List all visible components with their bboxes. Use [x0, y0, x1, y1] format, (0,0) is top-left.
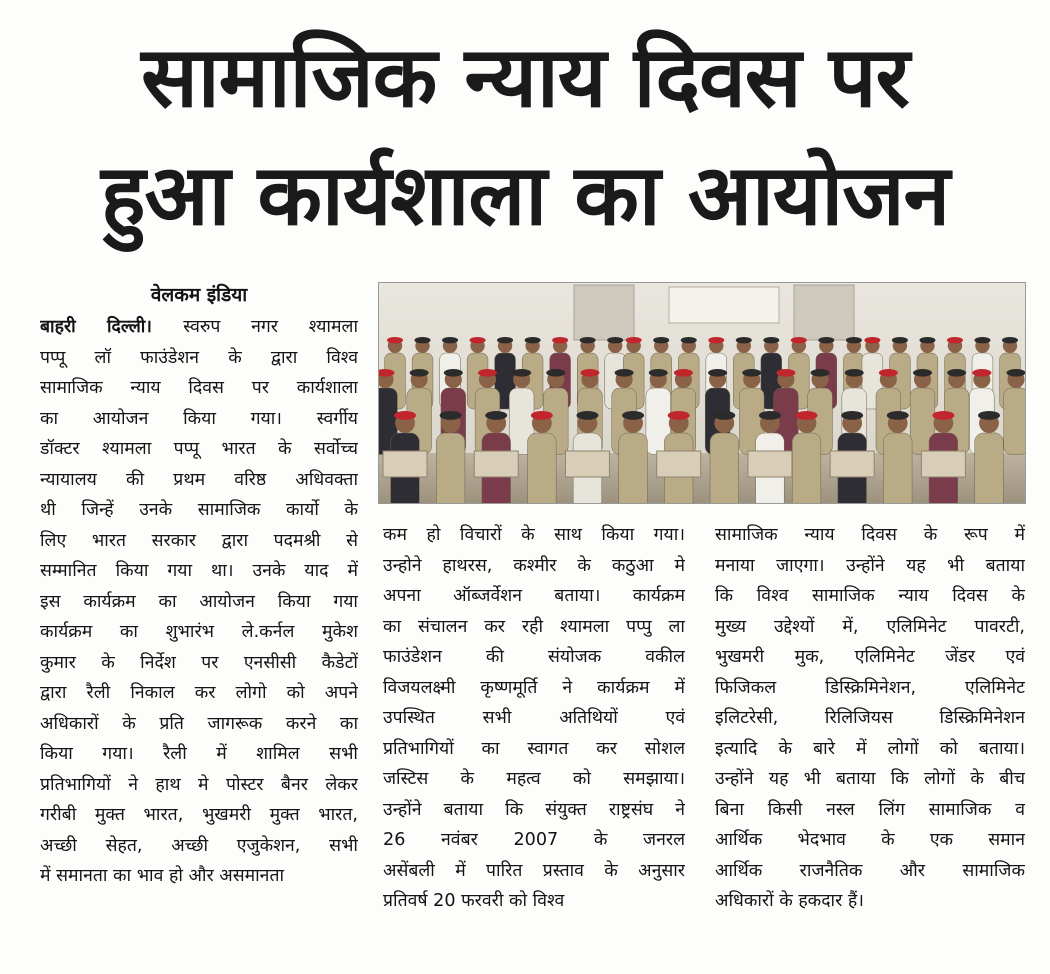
text-line — [715, 764, 1025, 795]
poster-card — [565, 451, 609, 477]
text-line-content: इत्यादि के बारे में लोगों को बताया। — [715, 738, 1025, 759]
text-line — [383, 886, 685, 917]
text-line-content: थी जिन्हें उनके सामाजिक कार्यो के — [40, 500, 358, 520]
article-column-3 — [715, 520, 1025, 917]
text-line — [715, 734, 1025, 765]
text-line — [40, 617, 358, 648]
headline-line-1: सामाजिक न्याय दिवस पर — [141, 28, 909, 126]
text-line — [40, 709, 358, 740]
text-line — [40, 373, 358, 404]
text-line — [40, 404, 358, 435]
text-line-content: आर्थिक भेदभाव के एक समान — [715, 830, 1025, 850]
text-line — [715, 642, 1025, 673]
text-line — [40, 831, 358, 862]
text-line — [40, 587, 358, 618]
text-line-content: अच्छी सेहत, अच्छी एजुकेशन, सभी — [40, 835, 358, 856]
text-line — [383, 856, 685, 887]
text-line — [40, 312, 358, 343]
text-line-content: प्रतिभागियों का स्वागत कर सोशल — [383, 738, 685, 759]
text-line-content: उपस्थित सभी अतिथियों एवं — [383, 708, 685, 728]
text-line — [715, 825, 1025, 856]
text-line — [383, 581, 685, 612]
text-line-content: अधिकारों के हकदार हैं। — [715, 891, 864, 911]
poster-card — [383, 451, 427, 477]
text-line — [40, 343, 358, 374]
text-line-content: असेंबली में पारित प्रस्ताव के अनुसार — [383, 860, 685, 881]
text-line — [40, 495, 358, 526]
text-line-content: 26 नवंबर 2007 के जनरल — [383, 830, 685, 850]
text-line — [715, 886, 1025, 917]
dateline: बाहरी दिल्ली। — [40, 317, 184, 337]
text-line — [715, 673, 1025, 704]
text-line-content: कम हो विचारों के साथ किया गया। — [383, 525, 685, 545]
text-line — [40, 556, 358, 587]
text-line — [40, 770, 358, 801]
text-line-content: फाउंडेशन की संयोजक वकील — [383, 647, 685, 667]
group-photo-illustration — [379, 283, 1025, 503]
text-line-content: विजयलक्ष्मी कृष्णमूर्ति ने कार्यक्रम में — [383, 677, 685, 698]
text-line — [383, 551, 685, 582]
text-line-content: प्रतिभागियों ने हाथ मे पोस्टर बैनर लेकर — [40, 774, 358, 795]
text-line-content: डॉक्टर श्यामला पप्पू भारत के सर्वोच्च — [40, 439, 358, 459]
text-line — [715, 703, 1025, 734]
text-line-content: आर्थिक राजनैतिक और सामाजिक — [715, 860, 1025, 881]
text-line-content: फिजिकल डिस्क्रिमिनेशन, एलिमिनेट — [715, 677, 1025, 698]
text-line-content: भुखमरी मुक, एलिमिनेट जेंडर एवं — [715, 647, 1025, 667]
text-line — [715, 581, 1025, 612]
poster-card — [748, 451, 792, 477]
article-column-1 — [40, 312, 358, 892]
text-line-content: सम्मानित किया गया था। उनके याद में — [40, 561, 358, 581]
group-photo — [378, 282, 1026, 504]
text-line-content: अपना ऑब्जर्वेशन बताया। कार्यक्रम — [383, 586, 685, 606]
text-line-content: मनाया जाएगा। उन्होंने यह भी बताया — [715, 555, 1025, 576]
poster-card — [921, 451, 965, 477]
text-line — [715, 520, 1025, 551]
text-line-content: अधिकारों के प्रति जागरूक करने का — [40, 713, 358, 734]
text-line-content: पप्पू लॉ फाउंडेशन के द्वारा विश्व — [40, 347, 358, 368]
text-line — [383, 764, 685, 795]
poster-card — [474, 451, 518, 477]
text-line-content: कुमार के निर्देश पर एनसीसी कैडेटों — [40, 652, 358, 673]
text-line — [383, 734, 685, 765]
text-line — [383, 703, 685, 734]
text-line-content: किया गया। रैली में शामिल सभी — [40, 744, 358, 764]
text-line — [40, 800, 358, 831]
text-line — [715, 551, 1025, 582]
text-line-content: स्वरुप नगर श्यामला — [183, 317, 358, 337]
text-line-content: सामाजिक न्याय दिवस पर कार्यशाला — [40, 378, 358, 398]
text-line-content: लिए भारत सरकार द्वारा पदमश्री से — [40, 530, 358, 551]
text-line — [40, 861, 358, 892]
text-line — [383, 825, 685, 856]
text-line — [40, 465, 358, 496]
text-line-content: सामाजिक न्याय दिवस के रूप में — [715, 525, 1025, 545]
text-line-content: मुख्य उद्देश्यों में, एलिमिनेट पावरटी, — [715, 616, 1025, 637]
text-line-content: प्रतिवर्ष 20 फरवरी को विश्व — [383, 891, 565, 911]
poster-card — [657, 451, 701, 477]
text-line — [40, 434, 358, 465]
text-line-content: का संचालन कर रही श्यामला पप्पु ला — [383, 616, 685, 637]
text-line-content: इस कार्यक्रम का आयोजन किया गया — [40, 591, 358, 612]
headline — [0, 18, 1050, 254]
text-line-content: बिना किसी नस्ल लिंग सामाजिक व — [715, 799, 1025, 820]
text-line-content: उन्होने हाथरस, कश्मीर के कठुआ मे — [383, 555, 685, 576]
text-line-content: न्यायालय की प्रथम वरिष्ठ अधिवक्ता — [40, 469, 358, 490]
text-line — [715, 795, 1025, 826]
text-line-content: द्वारा रैली निकाल कर लोगो को अपने — [40, 683, 358, 703]
text-line — [715, 856, 1025, 887]
text-line — [715, 612, 1025, 643]
text-line-content: उन्होंने बताया कि संयुक्त राष्ट्रसंघ ने — [383, 799, 685, 820]
text-line-content: इलिटरेसी, रिलिजियस डिस्क्रिमिनेशन — [715, 708, 1025, 728]
article-column-2 — [383, 520, 685, 917]
text-line-content: कार्यक्रम का शुभारंभ ले.कर्नल मुकेश — [40, 622, 358, 642]
text-line-content: का आयोजन किया गया। स्वर्गीय — [40, 408, 358, 429]
byline: वेलकम इंडिया — [150, 284, 248, 306]
text-line — [383, 642, 685, 673]
text-line — [40, 526, 358, 557]
text-line — [40, 678, 358, 709]
text-line — [40, 739, 358, 770]
poster-card — [830, 451, 874, 477]
text-line-content: गरीबी मुक्त भारत, भुखमरी मुक्त भारत, — [40, 805, 358, 825]
text-line-content: जस्टिस के महत्व को समझाया। — [383, 769, 685, 789]
text-line — [383, 612, 685, 643]
text-line-content: उन्होंने यह भी बताया कि लोगों के बीच — [715, 769, 1025, 789]
text-line — [383, 520, 685, 551]
text-line-content: में समानता का भाव हो और असमानता — [40, 866, 285, 886]
text-line — [40, 648, 358, 679]
text-line — [383, 673, 685, 704]
headline-line-2: हुआ कार्यशाला का आयोजन — [100, 146, 950, 244]
text-line-content: कि विश्व सामाजिक न्याय दिवस के — [715, 586, 1025, 606]
text-line — [383, 795, 685, 826]
